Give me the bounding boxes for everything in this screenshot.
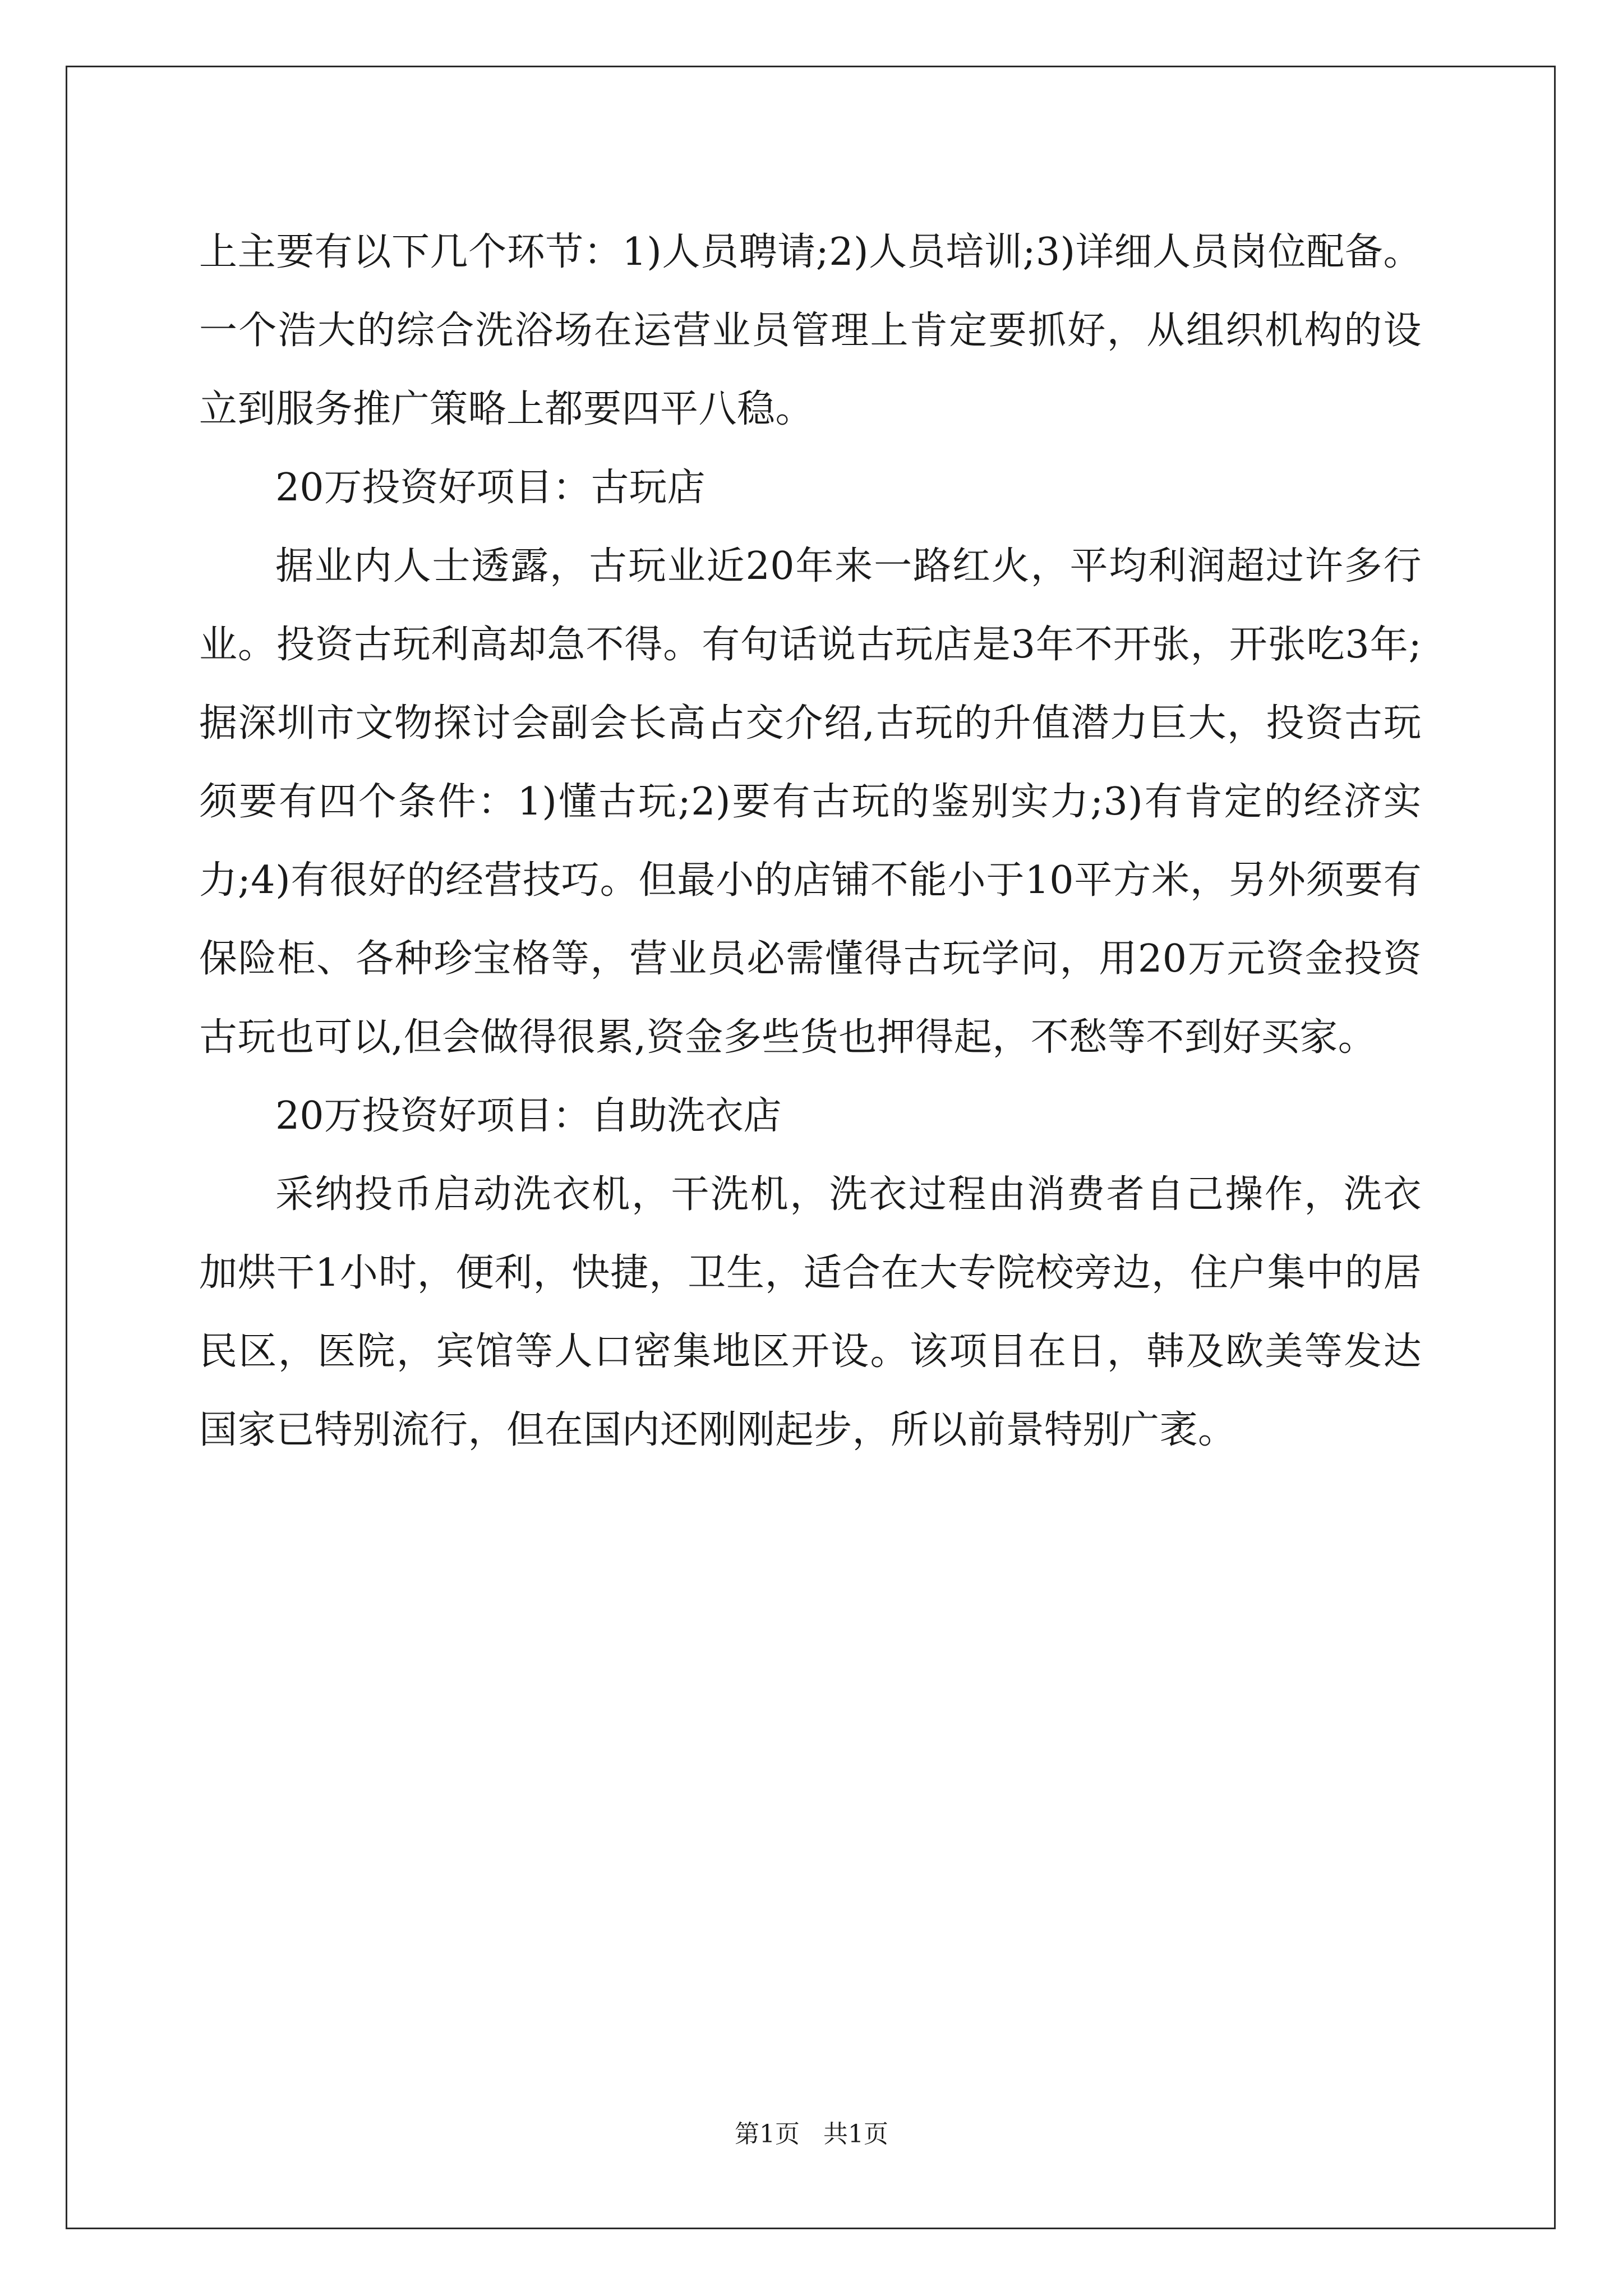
document-body [199,213,1422,1470]
paragraph-self-service-laundry: 采纳投币启动洗衣机，干洗机，洗衣过程由消费者自己操作，洗衣加烘干1小时，便利，快捷，卫生，适合在大专院校旁边，住户集中的居民区，医院，宾馆等人口密集地区开设。该项目在日，韩及欧美等发达国家已特别流行，但在国内还刚刚起步，所以前景特别广袤。 [199,1172,1422,1452]
page-footer [0,2118,1623,2151]
paragraph-continued: 上主要有以下几个环节：1)人员聘请;2)人员培训;3)详细人员岗位配备。一个浩大的综合洗浴场在运营业员管理上肯定要抓好，从组织机构的设立到服务推广策略上都要四平八稳。 [199,230,1422,431]
section-heading-antique-shop: 20万投资好项目：古玩店 [275,466,706,510]
page-number-label: 第1页 共1页 [735,2120,888,2148]
paragraph-antique-shop: 据业内人士透露，古玩业近20年来一路红火，平均利润超过许多行业。投资古玩利高却急不得。有句话说古玩店是3年不开张，开张吃3年;据深圳市文物探讨会副会长高占交介绍,古玩的升值潜力巨大，投资古玩须要有四个条件：1)懂古玩;2)要有古玩的鉴别实力;3)有肯定的经济实力;4)有很好的经营技巧。但最小的店铺不能小于10平方米，另外须要有保险柜、各种珍宝格等，营业员必需懂得古玩学问，用20万元资金投资古玩也可以,但会做得很累,资金多些货也押得起，不愁等不到好买家。 [199,544,1422,1060]
section-heading-self-service-laundry: 20万投资好项目：自助洗衣店 [275,1094,782,1138]
